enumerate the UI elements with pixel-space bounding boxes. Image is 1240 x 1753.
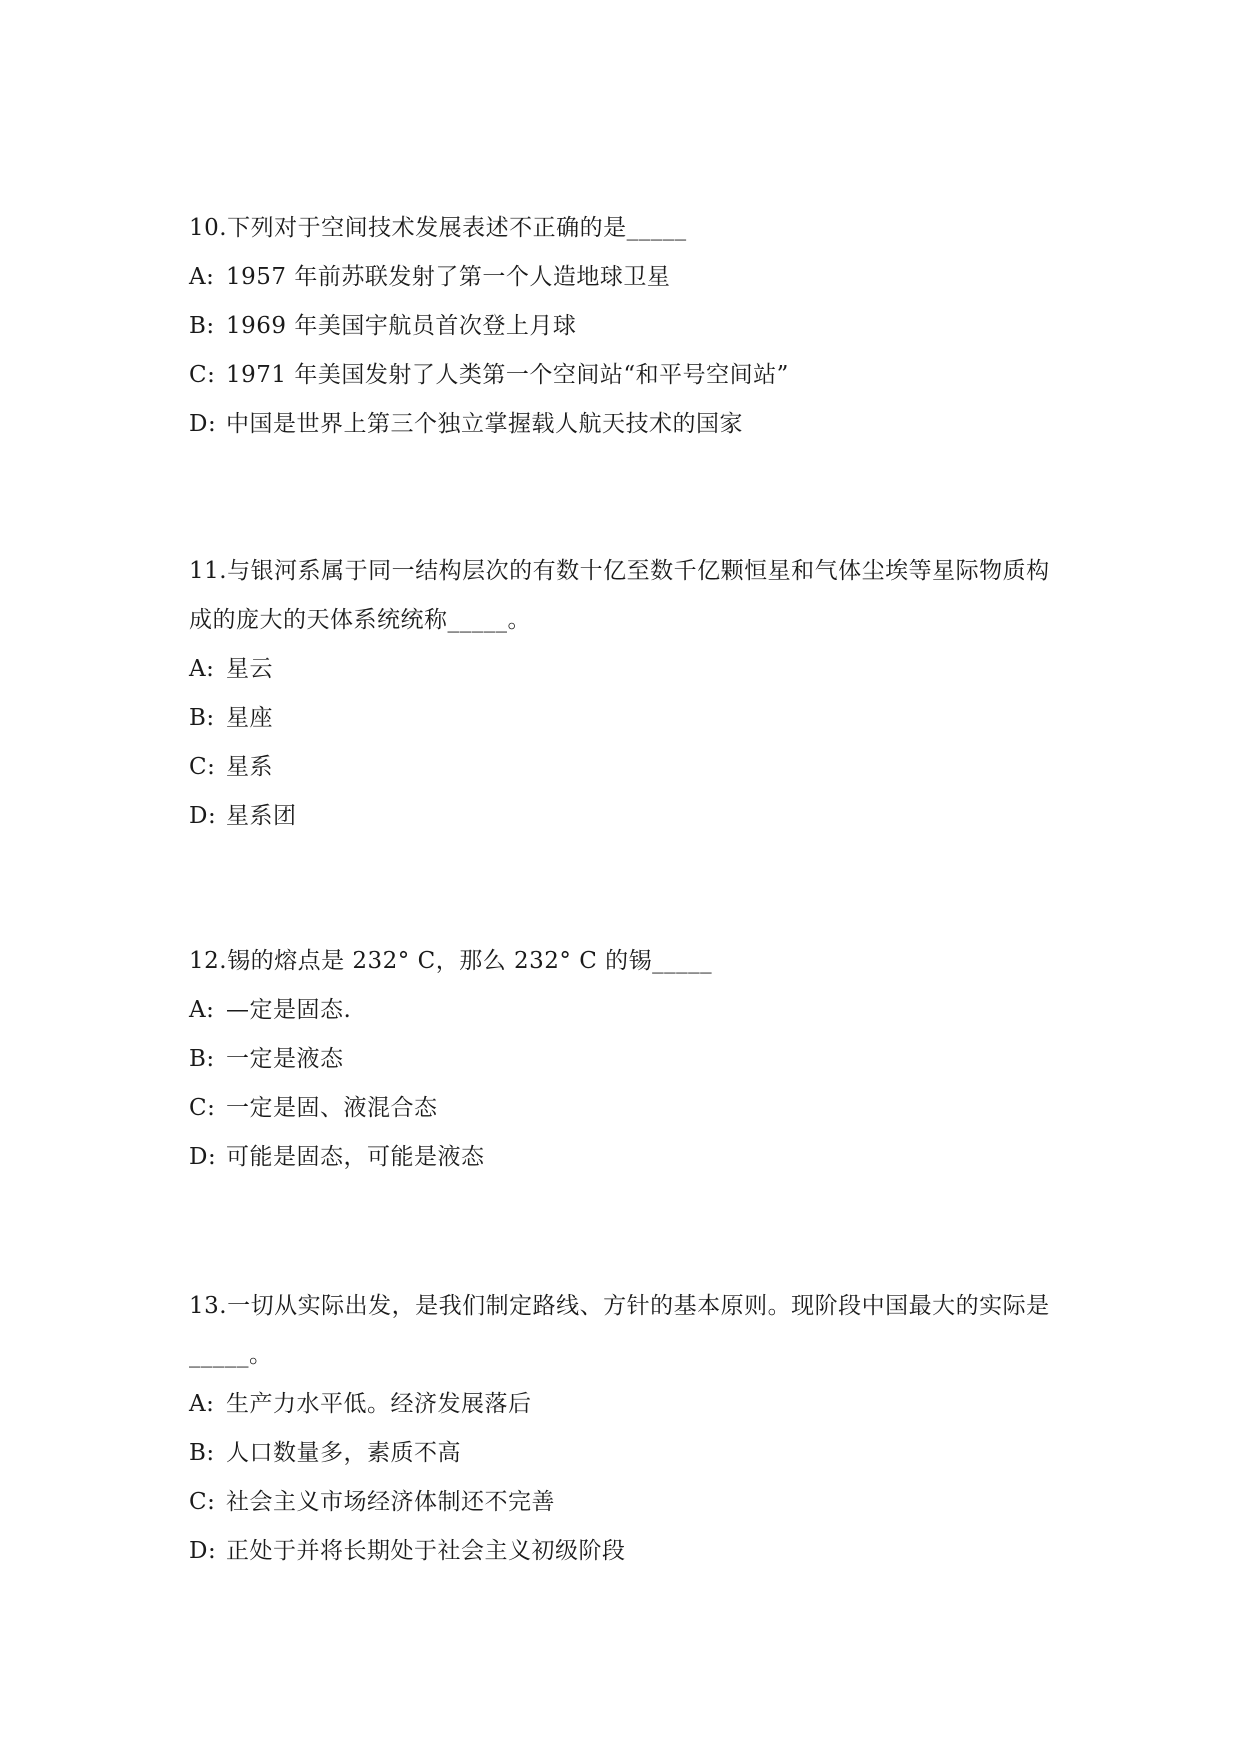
question-stem: 13.一切从实际出发，是我们制定路线、方针的基本原则。现阶段中国最大的实际是_____。 — [189, 1293, 1050, 1368]
question-stem: 10.下列对于空间技术发展表述不正确的是_____ — [189, 215, 687, 241]
option-text: 生产力水平低。经济发展落后 — [226, 1391, 532, 1417]
option-a[interactable] — [189, 645, 1069, 694]
question-13 — [189, 1282, 1069, 1576]
option-letter: B: — [189, 1440, 215, 1466]
option-letter: A: — [189, 656, 215, 682]
option-b[interactable] — [189, 694, 1069, 743]
option-text: 人口数量多，素质不高 — [226, 1440, 461, 1466]
option-b[interactable] — [189, 1429, 1069, 1478]
option-letter: D: — [189, 411, 217, 437]
option-text: 星系 — [226, 754, 273, 780]
option-text: 1957 年前苏联发射了第一个人造地球卫星 — [226, 264, 671, 290]
option-text: 一定是液态 — [226, 1046, 344, 1072]
question-12 — [189, 937, 1069, 1182]
option-text: 社会主义市场经济体制还不完善 — [226, 1489, 555, 1515]
option-text: 正处于并将长期处于社会主义初级阶段 — [226, 1538, 626, 1564]
option-d[interactable] — [189, 1133, 1069, 1182]
option-letter: D: — [189, 1538, 217, 1564]
question-11 — [189, 547, 1069, 841]
option-letter: A: — [189, 1391, 215, 1417]
option-letter: C: — [189, 1095, 216, 1121]
option-d[interactable] — [189, 400, 1069, 449]
option-letter: B: — [189, 1046, 215, 1072]
option-letter: A: — [189, 264, 215, 290]
question-stem: 11.与银河系属于同一结构层次的有数十亿至数千亿颗恒星和气体尘埃等星际物质构成的庞大的天体系统统称_____。 — [189, 558, 1050, 633]
option-c[interactable] — [189, 743, 1069, 792]
option-text: 中国是世界上第三个独立掌握载人航天技术的国家 — [226, 411, 743, 437]
option-c[interactable] — [189, 1478, 1069, 1527]
option-text: 1971 年美国发射了人类第一个空间站“和平号空间站” — [226, 362, 789, 388]
option-letter: B: — [189, 705, 215, 731]
option-letter: C: — [189, 754, 216, 780]
option-d[interactable] — [189, 1527, 1069, 1576]
option-text: 星座 — [226, 705, 273, 731]
option-letter: D: — [189, 1144, 217, 1170]
option-letter: A: — [189, 997, 215, 1023]
option-c[interactable] — [189, 351, 1069, 400]
option-letter: C: — [189, 362, 216, 388]
question-10 — [189, 204, 1069, 449]
option-letter: C: — [189, 1489, 216, 1515]
option-text: —定是固态. — [226, 997, 352, 1023]
option-text: 一定是固、液混合态 — [226, 1095, 438, 1121]
option-b[interactable] — [189, 1035, 1069, 1084]
option-text: 星系团 — [226, 803, 297, 829]
option-letter: B: — [189, 313, 215, 339]
question-stem: 12.锡的熔点是 232° C，那么 232° C 的锡_____ — [189, 948, 713, 974]
option-a[interactable] — [189, 986, 1069, 1035]
option-letter: D: — [189, 803, 217, 829]
option-a[interactable] — [189, 1380, 1069, 1429]
option-text: 星云 — [226, 656, 273, 682]
option-text: 1969 年美国宇航员首次登上月球 — [226, 313, 577, 339]
option-b[interactable] — [189, 302, 1069, 351]
option-c[interactable] — [189, 1084, 1069, 1133]
option-text: 可能是固态，可能是液态 — [226, 1144, 485, 1170]
option-d[interactable] — [189, 792, 1069, 841]
option-a[interactable] — [189, 253, 1069, 302]
